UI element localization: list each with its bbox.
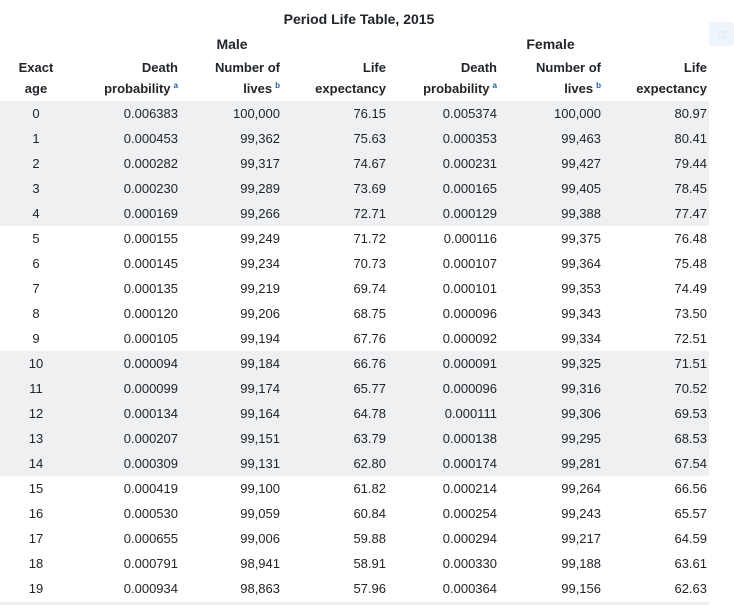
table-row (0, 276, 709, 301)
cell-female-death-probability: 0.000231 (392, 151, 503, 176)
cell-male-death-probability: 0.000155 (123, 231, 178, 246)
cell-female-life-expectancy: 77.47 (607, 201, 709, 226)
cell-female-number-of-lives: 99,281 (503, 451, 607, 476)
cell-female-life-expectancy: 71.51 (607, 351, 709, 376)
group-header-female-label: Female (526, 36, 575, 52)
cell-exact-age: 10 (0, 351, 72, 376)
cell-female-life-expectancy: 66.56 (674, 481, 708, 496)
cell-female-number-of-lives: 99,427 (503, 151, 607, 176)
cell-female-number-of-lives: 99,316 (503, 376, 607, 401)
cell-exact-age: 5 (32, 231, 40, 246)
cell-male-life-expectancy: 58.91 (353, 556, 386, 571)
cell-exact-age: 6 (32, 256, 40, 271)
cell-male-number-of-lives: 99,174 (184, 376, 286, 401)
cell-female-death-probability: 0.000101 (442, 281, 497, 296)
cell-female-number-of-lives: 99,364 (561, 256, 601, 271)
cell-female-life-expectancy: 74.49 (674, 281, 708, 296)
cell-female-death-probability: 0.000092 (442, 331, 497, 346)
cell-male-life-expectancy: 70.73 (353, 256, 386, 271)
cell-male-life-expectancy: 72.71 (286, 201, 392, 226)
cell-female-death-probability: 0.000096 (392, 376, 503, 401)
cell-male-number-of-lives: 99,164 (184, 401, 286, 426)
group-header-male (72, 31, 392, 57)
cell-male-death-probability: 0.000169 (72, 201, 184, 226)
footnote-a-link[interactable]: a (173, 80, 178, 90)
cell-female-death-probability: 0.000174 (392, 451, 503, 476)
cell-female-death-probability: 0.005374 (392, 101, 503, 126)
cell-male-death-probability: 0.006383 (72, 101, 184, 126)
cell-female-number-of-lives: 99,264 (561, 481, 601, 496)
cell-male-number-of-lives: 99,151 (184, 426, 286, 451)
group-header-male-label: Male (216, 36, 248, 52)
page-title: Period Life Table, 2015 (283, 11, 435, 27)
cell-female-life-expectancy: 63.61 (674, 556, 708, 571)
table-row (0, 526, 709, 551)
cell-female-number-of-lives: 99,156 (561, 581, 601, 596)
cell-male-number-of-lives: 99,100 (240, 481, 280, 496)
cell-female-death-probability: 0.000165 (392, 176, 503, 201)
cell-male-number-of-lives: 99,194 (240, 331, 280, 346)
cell-female-death-probability: 0.000254 (442, 506, 497, 521)
cell-exact-age: 8 (32, 306, 40, 321)
cell-exact-age: 3 (0, 176, 72, 201)
cell-male-number-of-lives: 99,059 (240, 506, 280, 521)
cell-female-number-of-lives: 100,000 (503, 101, 607, 126)
cell-female-number-of-lives: 99,353 (561, 281, 601, 296)
column-header-male-number-of-lives: Number of lives $^b$ (215, 60, 280, 96)
cell-male-death-probability: 0.000282 (72, 151, 184, 176)
cell-female-number-of-lives: 99,243 (561, 506, 601, 521)
cell-female-number-of-lives: 99,343 (561, 306, 601, 321)
cell-female-death-probability: 0.000116 (443, 231, 497, 246)
cell-male-life-expectancy: 63.79 (286, 426, 392, 451)
cell-male-death-probability: 0.000530 (123, 506, 178, 521)
footnote-b-link[interactable]: b (596, 80, 601, 90)
cell-male-life-expectancy: 68.75 (353, 306, 386, 321)
cell-female-death-probability: 0.000353 (392, 126, 503, 151)
cell-male-death-probability: 0.000145 (123, 256, 178, 271)
cell-exact-age: 19 (28, 581, 44, 596)
cell-female-life-expectancy: 80.41 (607, 126, 709, 151)
cell-female-number-of-lives: 99,405 (503, 176, 607, 201)
cell-male-number-of-lives: 99,006 (240, 531, 280, 546)
table-row (0, 176, 709, 201)
cell-male-life-expectancy: 65.77 (286, 376, 392, 401)
cell-male-death-probability: 0.000934 (123, 581, 178, 596)
cell-female-number-of-lives: 99,388 (503, 201, 607, 226)
table-row (0, 351, 709, 376)
column-header-exact-age: Exact age (18, 60, 54, 96)
cell-female-life-expectancy: 76.48 (674, 231, 708, 246)
cell-male-number-of-lives: 100,000 (184, 101, 286, 126)
cell-female-number-of-lives: 99,334 (561, 331, 601, 346)
cell-female-life-expectancy: 64.59 (674, 531, 708, 546)
cell-female-number-of-lives: 99,325 (503, 351, 607, 376)
cell-female-life-expectancy: 62.63 (674, 581, 708, 596)
table-body (0, 101, 709, 601)
cell-male-life-expectancy: 69.74 (353, 281, 386, 296)
group-header-female (392, 31, 709, 57)
cell-male-life-expectancy: 64.78 (286, 401, 392, 426)
cell-male-death-probability: 0.000453 (72, 126, 184, 151)
table-row (0, 376, 709, 401)
cell-male-life-expectancy: 66.76 (286, 351, 392, 376)
cell-male-number-of-lives: 99,234 (240, 256, 280, 271)
cell-male-number-of-lives: 99,131 (184, 451, 286, 476)
cell-exact-age: 15 (28, 481, 44, 496)
cell-female-death-probability: 0.000138 (392, 426, 503, 451)
cell-male-death-probability: 0.000099 (72, 376, 184, 401)
cell-male-life-expectancy: 67.76 (353, 331, 386, 346)
cell-male-life-expectancy: 60.84 (353, 506, 386, 521)
cell-exact-age: 14 (0, 451, 72, 476)
table-row (0, 576, 709, 601)
cell-exact-age: 9 (32, 331, 40, 346)
cell-male-number-of-lives: 99,317 (184, 151, 286, 176)
table-row (0, 226, 709, 251)
column-header-male-death-probability: Death probability $^a$ (104, 60, 178, 96)
cell-exact-age: 4 (0, 201, 72, 226)
cell-female-death-probability: 0.000111 (392, 401, 503, 426)
cell-female-life-expectancy: 68.53 (607, 426, 709, 451)
cell-female-life-expectancy: 73.50 (674, 306, 708, 321)
table-row (0, 151, 709, 176)
cell-female-life-expectancy: 79.44 (607, 151, 709, 176)
column-header-female-death-probability: Death probability $^a$ (423, 60, 497, 96)
cell-exact-age: 13 (0, 426, 72, 451)
cell-male-number-of-lives: 99,289 (184, 176, 286, 201)
table-row (0, 426, 709, 451)
group-header-spacer (0, 31, 72, 57)
cell-female-number-of-lives: 99,188 (561, 556, 601, 571)
cell-exact-age: 2 (0, 151, 72, 176)
cell-male-life-expectancy: 61.82 (353, 481, 386, 496)
cell-female-death-probability: 0.000096 (442, 306, 497, 321)
cell-exact-age: 12 (0, 401, 72, 426)
cell-female-number-of-lives: 99,217 (561, 531, 601, 546)
cell-female-death-probability: 0.000294 (442, 531, 497, 546)
column-header-row (0, 57, 709, 101)
expand-icon[interactable]: ▢ (709, 22, 734, 46)
cell-male-life-expectancy: 71.72 (353, 231, 386, 246)
column-header-female-number-of-lives: Number of lives $^b$ (536, 60, 601, 96)
footnote-b-link[interactable]: b (275, 80, 280, 90)
cell-male-number-of-lives: 99,266 (184, 201, 286, 226)
cell-female-number-of-lives: 99,295 (503, 426, 607, 451)
cell-exact-age: 11 (0, 376, 72, 401)
cell-male-number-of-lives: 99,219 (240, 281, 280, 296)
cell-male-life-expectancy: 57.96 (353, 581, 386, 596)
table-row (0, 251, 709, 276)
cell-male-life-expectancy: 62.80 (286, 451, 392, 476)
cell-female-life-expectancy: 65.57 (674, 506, 708, 521)
cell-male-death-probability: 0.000135 (123, 281, 178, 296)
cell-female-life-expectancy: 78.45 (607, 176, 709, 201)
cell-female-life-expectancy: 72.51 (674, 331, 708, 346)
cell-male-number-of-lives: 99,362 (184, 126, 286, 151)
cell-female-death-probability: 0.000107 (442, 256, 497, 271)
cell-male-life-expectancy: 73.69 (286, 176, 392, 201)
cell-exact-age: 17 (28, 531, 44, 546)
cell-female-number-of-lives: 99,463 (503, 126, 607, 151)
cell-female-death-probability: 0.000330 (442, 556, 497, 571)
table-row (0, 301, 709, 326)
cell-male-death-probability: 0.000230 (72, 176, 184, 201)
table-row (0, 551, 709, 576)
cell-female-death-probability: 0.000214 (442, 481, 497, 496)
cell-male-death-probability: 0.000207 (72, 426, 184, 451)
cell-male-number-of-lives: 99,249 (240, 231, 280, 246)
cell-male-death-probability: 0.000309 (72, 451, 184, 476)
cell-male-life-expectancy: 75.63 (286, 126, 392, 151)
cell-exact-age: 18 (28, 556, 44, 571)
table-row (0, 476, 709, 501)
cell-female-number-of-lives: 99,375 (561, 231, 601, 246)
cell-male-death-probability: 0.000105 (123, 331, 178, 346)
cell-exact-age: 7 (32, 281, 40, 296)
cell-male-number-of-lives: 99,206 (240, 306, 280, 321)
cell-male-life-expectancy: 76.15 (286, 101, 392, 126)
cell-male-death-probability: 0.000791 (123, 556, 178, 571)
cell-female-life-expectancy: 69.53 (607, 401, 709, 426)
cell-male-death-probability: 0.000419 (123, 481, 178, 496)
cell-male-death-probability: 0.000134 (72, 401, 184, 426)
cell-female-life-expectancy: 80.97 (607, 101, 709, 126)
cell-exact-age: 16 (28, 506, 44, 521)
life-table (0, 31, 709, 601)
cell-male-number-of-lives: 98,941 (240, 556, 280, 571)
cell-exact-age: 1 (0, 126, 72, 151)
table-row (0, 201, 709, 226)
cell-male-life-expectancy: 59.88 (353, 531, 386, 546)
table-row (0, 126, 709, 151)
cell-female-life-expectancy: 70.52 (607, 376, 709, 401)
footnote-a-link[interactable]: a (492, 80, 497, 90)
table-row (0, 326, 709, 351)
cell-male-number-of-lives: 98,863 (240, 581, 280, 596)
table-row (0, 401, 709, 426)
cell-exact-age: 0 (0, 101, 72, 126)
column-header-male-life-expectancy: Life expectancy (315, 60, 386, 96)
group-header-row (0, 31, 709, 57)
cell-male-life-expectancy: 74.67 (286, 151, 392, 176)
cell-female-death-probability: 0.000091 (392, 351, 503, 376)
cell-male-death-probability: 0.000120 (123, 306, 178, 321)
table-row (0, 451, 709, 476)
table-row (0, 501, 709, 526)
cell-female-life-expectancy: 67.54 (607, 451, 709, 476)
cell-male-death-probability: 0.000655 (123, 531, 178, 546)
cell-female-life-expectancy: 75.48 (674, 256, 708, 271)
cell-female-death-probability: 0.000129 (392, 201, 503, 226)
cell-male-death-probability: 0.000094 (72, 351, 184, 376)
cell-male-number-of-lives: 99,184 (184, 351, 286, 376)
cell-female-death-probability: 0.000364 (442, 581, 497, 596)
column-header-female-life-expectancy: Life expectancy (636, 60, 708, 96)
cell-female-number-of-lives: 99,306 (503, 401, 607, 426)
table-row (0, 101, 709, 126)
